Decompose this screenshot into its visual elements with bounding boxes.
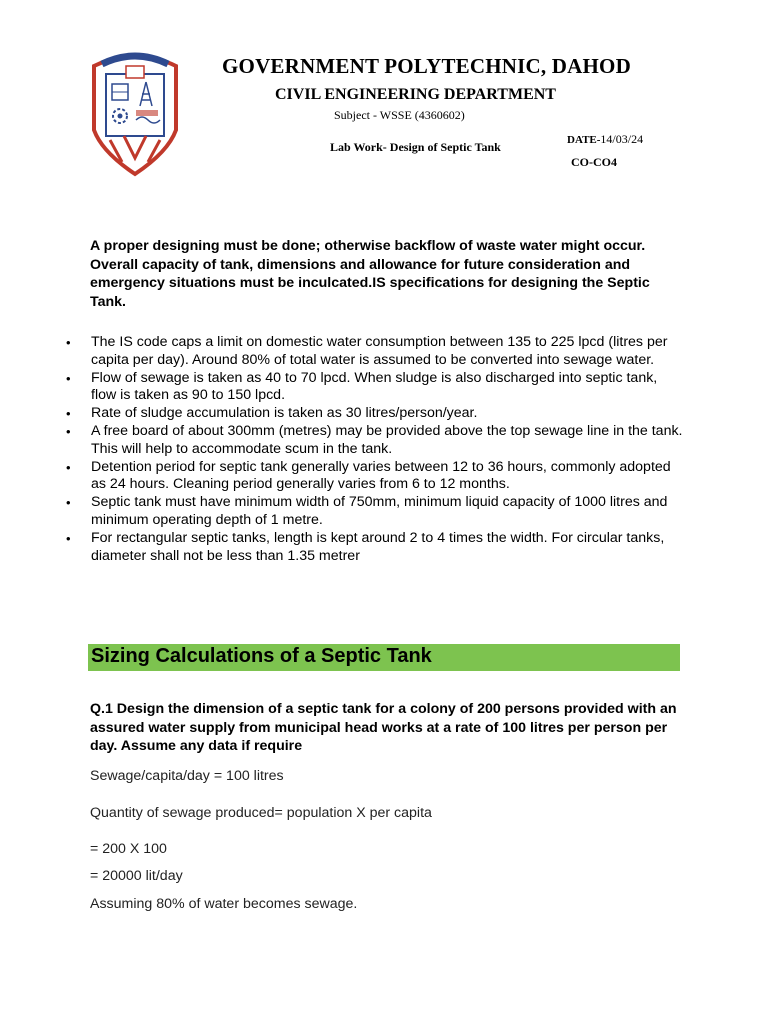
list-item: • Septic tank must have minimum width of 750mm, minimum liquid capacity of 1000 litres and minimum operating depth of 1 metre. xyxy=(66,494,686,530)
subject-line: Subject - WSSE (4360602) xyxy=(334,108,465,122)
question-text: Q.1 Design the dimension of a septic tank for a colony of 200 persons provided with an assured water supply from municipal head works at a rate of 100 litres per person per day. Assume any data if require xyxy=(90,701,677,754)
list-item: • The IS code caps a limit on domestic water consumption between 135 to 225 lpcd (litres per capita per day). Around 80% of total water is assumed to be converted into sewage water. xyxy=(66,334,686,370)
institution-title: GOVERNMENT POLYTECHNIC, DAHOD xyxy=(222,54,631,78)
calc-line: = 200 X 100 xyxy=(90,841,167,857)
list-item: • Rate of sludge accumulation is taken as 30 litres/person/year. xyxy=(66,405,686,423)
department-title: CIVIL ENGINEERING DEPARTMENT xyxy=(275,86,556,103)
lab-work-title: Lab Work- Design of Septic Tank xyxy=(330,140,501,154)
list-item: • For rectangular septic tanks, length is kept around 2 to 4 times the width. For circular tanks, diameter shall not be less than 1.35 metrer xyxy=(66,530,686,566)
date-value: 14/03/24 xyxy=(600,132,644,146)
date-line xyxy=(567,132,643,147)
calc-line: = 20000 lit/day xyxy=(90,868,183,884)
calc-line: Sewage/capita/day = 100 litres xyxy=(90,768,284,784)
section-heading xyxy=(88,644,680,671)
date-label: DATE- xyxy=(567,134,601,146)
section-heading-text: Sizing Calculations of a Septic Tank xyxy=(91,645,432,667)
calc-line: Assuming 80% of water becomes sewage. xyxy=(90,896,358,912)
specification-list xyxy=(66,334,686,565)
list-item: • A free board of about 300mm (metres) may be provided above the top sewage line in the tank. This will help to accommodate scum in the tank. xyxy=(66,423,686,459)
calc-line: Quantity of sewage produced= population X per capita xyxy=(90,805,432,821)
list-item: • Detention period for septic tank generally varies between 12 to 36 hours, commonly adopted as 24 hours. Cleaning period generally varies from 6 to 12 months. xyxy=(66,459,686,495)
list-item: • Flow of sewage is taken as 40 to 70 lpcd. When sludge is also discharged into septic tank, flow is taken as 90 to 150 lpcd. xyxy=(66,370,686,406)
intro-paragraph: A proper designing must be done; otherwise backflow of waste water might occur. Overall capacity of tank, dimensions and allowance for future consideration and emergency situations must be inculcated.IS specifications for designing the Septic Tank. xyxy=(90,238,650,310)
college-emblem-icon xyxy=(88,44,182,180)
course-outcome: CO-CO4 xyxy=(571,155,617,169)
